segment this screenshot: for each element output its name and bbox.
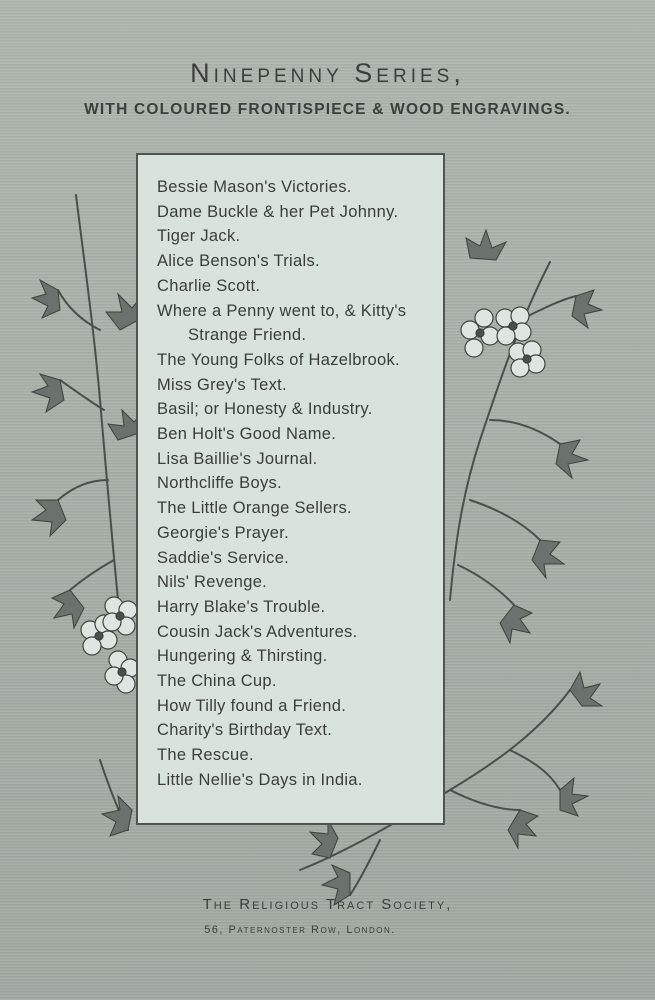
book-title: Saddie's Service. (157, 548, 290, 567)
book-title: The Young Folks of Hazelbrook. (157, 350, 400, 369)
leaf-icon (310, 820, 338, 858)
book-title: Dame Buckle & her Pet Johnny. (157, 202, 399, 221)
book-title: Little Nellie's Days in India. (157, 770, 363, 789)
book-title: Bessie Mason's Victories. (157, 178, 352, 196)
book-title-continued: Strange Friend. (188, 326, 307, 345)
publisher-name: The Religious Tract Society, (202, 896, 453, 913)
series-title: Ninepenny Series, (190, 58, 465, 88)
blossom-icon (103, 597, 137, 635)
blossom-icon (496, 307, 531, 345)
leaf-icon (570, 672, 602, 706)
book-title: Tiger Jack. (157, 227, 241, 246)
book-list-panel (136, 153, 445, 825)
book-title: Miss Grey's Text. (157, 375, 287, 394)
book-title: The China Cup. (157, 672, 277, 691)
book-title: Lisa Baillie's Journal. (157, 449, 318, 468)
book-title: Charlie Scott. (157, 276, 261, 295)
book-title: Harry Blake's Trouble. (157, 597, 326, 616)
left-branch-stem (76, 195, 120, 620)
blossom-icon (105, 651, 139, 693)
blossom-icon (509, 341, 545, 377)
publisher-address: 56, Paternoster Row, London. (204, 924, 396, 936)
leaf-icon (560, 778, 588, 816)
book-title: Alice Benson's Trials. (157, 252, 320, 271)
leaf-icon (32, 374, 64, 412)
book-title: How Tilly found a Friend. (157, 696, 347, 715)
leaf-icon (556, 440, 588, 478)
book-title: The Little Orange Sellers. (157, 499, 352, 518)
book-title: Ben Holt's Good Name. (157, 425, 337, 444)
leaf-icon (572, 290, 602, 328)
leaf-icon (32, 280, 60, 318)
leaf-icon (52, 590, 84, 628)
book-title: Basil; or Honesty & Industry. (157, 400, 373, 419)
book-title: Where a Penny went to, & Kitty's (157, 301, 407, 320)
book-title: Hungering & Thirsting. (157, 647, 328, 666)
leaf-icon (32, 500, 66, 536)
book-title: Cousin Jack's Adventures. (157, 622, 358, 641)
series-subtitle: WITH COLOURED FRONTISPIECE & WOOD ENGRAVINGS. (84, 101, 571, 118)
book-title: The Rescue. (157, 746, 254, 765)
leaf-icon (532, 540, 564, 578)
leaf-icon (500, 605, 532, 643)
book-list (157, 175, 406, 793)
leaf-icon (508, 810, 538, 848)
book-title: Charity's Birthday Text. (157, 721, 333, 740)
leaf-icon (102, 796, 132, 836)
book-title: Georgie's Prayer. (157, 523, 290, 542)
leaf-icon (466, 230, 506, 260)
book-title: Nils' Revenge. (157, 573, 268, 592)
book-title: Northcliffe Boys. (157, 474, 282, 493)
blossom-icon (461, 309, 499, 357)
